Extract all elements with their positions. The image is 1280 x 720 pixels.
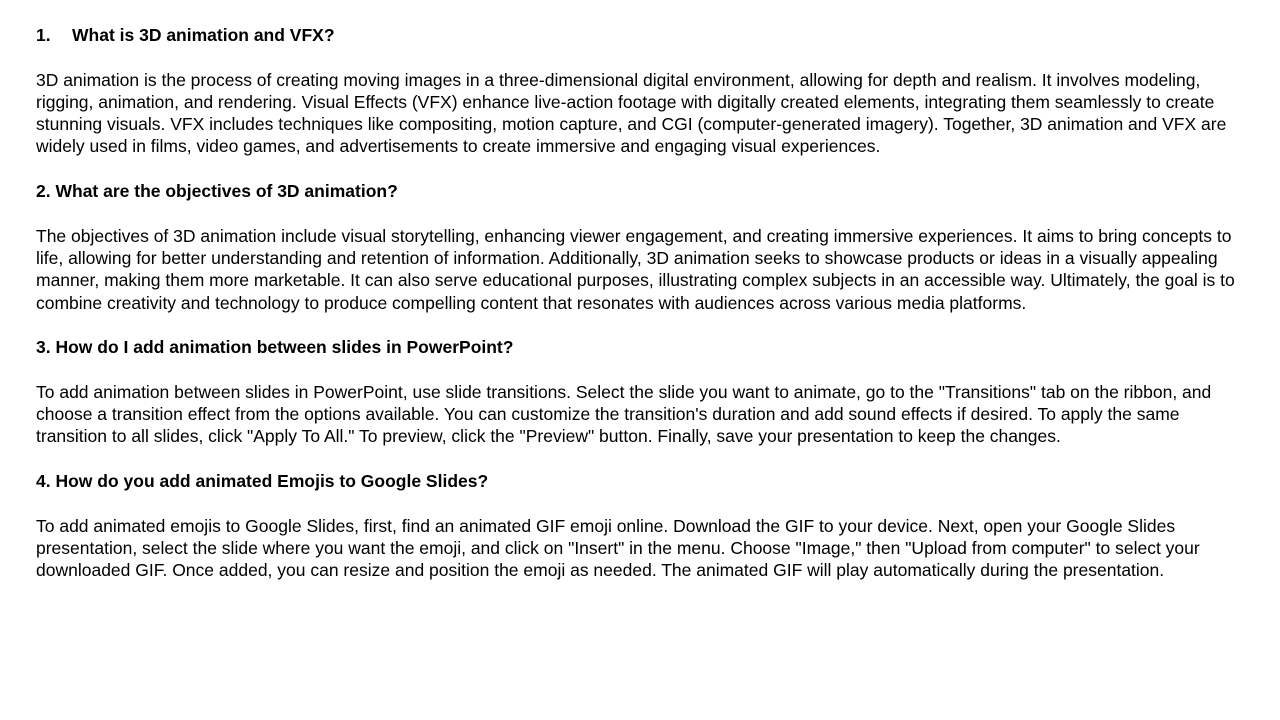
question-heading-3: [36, 336, 1252, 358]
question-number: 2.: [36, 181, 51, 202]
faq-item-2: [36, 180, 1252, 314]
faq-document: [36, 24, 1252, 604]
question-text: What is 3D animation and VFX?: [72, 25, 335, 45]
question-number: 3.: [36, 337, 51, 358]
faq-item-1: [36, 24, 1252, 158]
question-heading-2: [36, 180, 1252, 202]
answer-paragraph-3: To add animation between slides in PowerPoint, use slide transitions. Select the slide you want to animate, go to the "Transitions" tab on the ribbon, and choose a transition effect from the options available. You can customize the transition's duration and add sound effects if desired. To apply the same transition to all slides, click "Apply To All." To preview, click the "Preview" button. Finally, save your presentation to keep the changes.: [36, 381, 1212, 447]
question-number: 1.: [36, 25, 51, 45]
question-text: What are the objectives of 3D animation?: [55, 181, 398, 202]
question-heading-1: [36, 24, 1252, 46]
question-text: How do you add animated Emojis to Google Slides?: [55, 471, 489, 492]
question-number: 4.: [36, 471, 51, 492]
question-text: How do I add animation between slides in PowerPoint?: [55, 337, 514, 358]
answer-paragraph-2: The objectives of 3D animation include visual storytelling, enhancing viewer engagement, and creating immersive experiences. It aims to bring concepts to life, allowing for better understanding and retention of information. Additionally, 3D animation seeks to showcase products or ideas in a visually appealing manner, making them more marketable. It can also serve educational purposes, illustrating complex subjects in an accessible way. Ultimately, the goal is to combine creativity and technology to produce compelling content that resonates with audiences across various media platforms.: [36, 225, 1235, 313]
answer-paragraph-1: 3D animation is the process of creating moving images in a three-dimensional digital environment, allowing for depth and realism. It involves modeling, rigging, animation, and rendering. Visual Effects (VFX) enhance live-action footage with digitally created elements, integrating them seamlessly to create stunning visuals. VFX includes techniques like compositing, motion capture, and CGI (computer-generated imagery). Together, 3D animation and VFX are widely used in films, video games, and advertisements to create immersive and engaging visual experiences.: [36, 69, 1227, 157]
answer-paragraph-4: To add animated emojis to Google Slides, first, find an animated GIF emoji online. Download the GIF to your device. Next, open your Google Slides presentation, select the slide where you want the emoji, and click on "Insert" in the menu. Choose "Image," then "Upload from computer" to select your downloaded GIF. Once added, you can resize and position the emoji as needed. The animated GIF will play automatically during the presentation.: [36, 515, 1200, 581]
question-heading-4: [36, 470, 1252, 492]
faq-item-4: [36, 470, 1252, 581]
faq-item-3: [36, 336, 1252, 447]
